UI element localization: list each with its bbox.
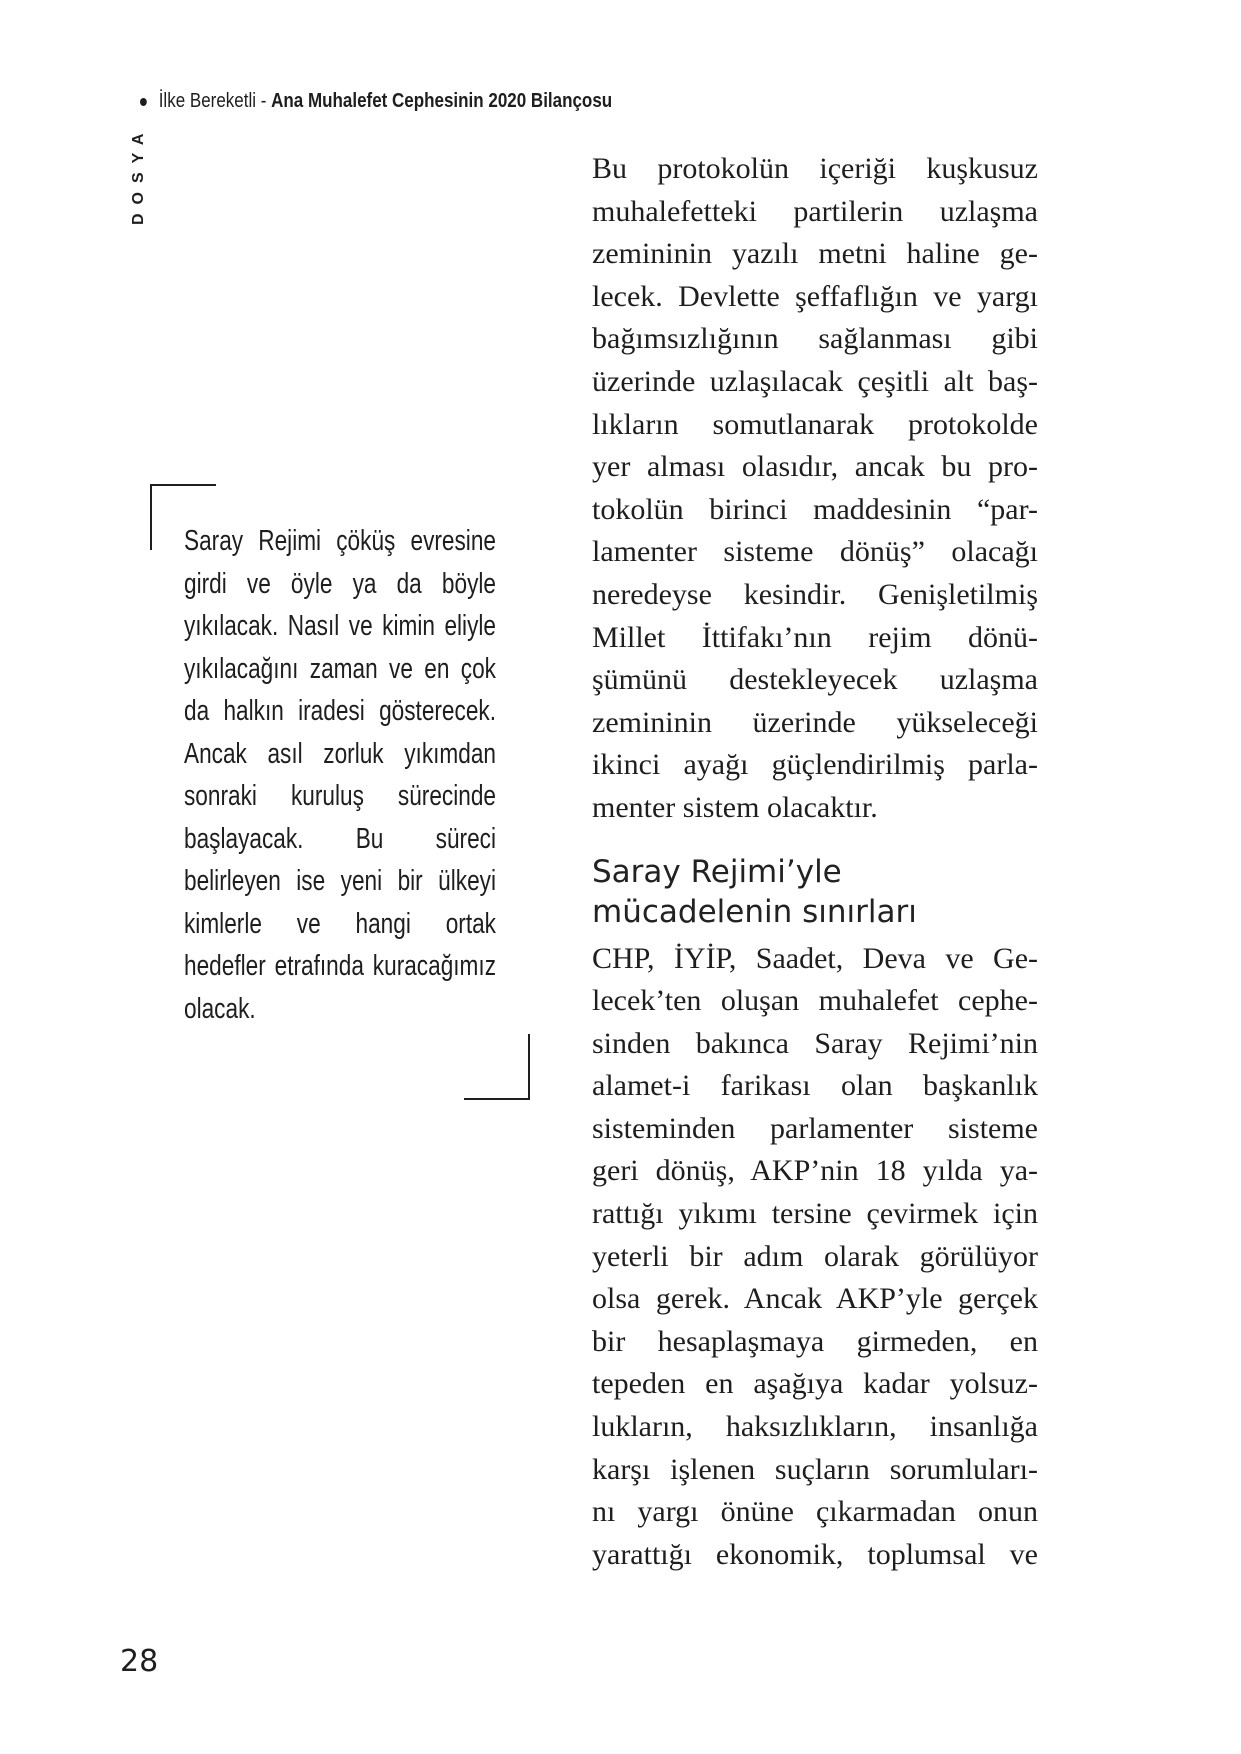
page-number: 28 (120, 1644, 159, 1679)
quote-corner-bottom-right (464, 1098, 530, 1100)
bullet-icon (140, 98, 147, 106)
text-line: olsa gerek. Ancak AKP’yle gerçek (592, 1282, 1038, 1316)
text-line: yer alması olasıdır, ancak bu pro- (592, 450, 1038, 484)
text-line: tepeden en aşağıya kadar yolsuz- (592, 1367, 1038, 1401)
text-line: zemininin yazılı metni haline ge- (592, 237, 1038, 271)
pull-quote-text: Saray Rejimi çöküş evresine girdi ve öyle ya da böyle yıkılacak. Nasıl ve kimin eliyle yıkılacağını zaman ve en çok da halkın iradesi gösterecek. Ancak asıl zorluk yıkımdan sonraki kuruluş sürecinde başlayacak. Bu süreci belirleyen ise yeni bir ülkeyi kimlerle ve hangi ortak hedefler etrafında kuracağımız olacak. (184, 525, 496, 1025)
quote-corner-bottom-right-vertical (528, 1034, 530, 1100)
text-line: neredeyse kesindir. Genişletilmiş (592, 577, 1038, 611)
text-line: nı yargı önüne çıkarmadan onun (592, 1495, 1038, 1529)
text-line: geri dönüş, AKP’nin 18 yılda ya- (592, 1154, 1038, 1188)
text-line: şümünü destekleyecek uzlaşma (592, 663, 1038, 697)
text-line: Bu protokolün içeriği kuşkusuz (592, 152, 1038, 185)
text-line: yarattığı ekonomik, toplumsal ve (592, 1537, 1038, 1571)
quote-corner-top-left (150, 484, 216, 486)
text-line: bir hesaplaşmaya girmeden, en (592, 1324, 1038, 1358)
header-author: İlke Bereketli - (158, 90, 272, 112)
text-line: Millet İttifakı’nın rejim dönü- (592, 620, 1038, 654)
text-line: yeterli bir adım olarak görülüyor (592, 1239, 1038, 1273)
text-line: lıkların somutlanarak protokolde (592, 407, 1038, 441)
text-line: karşı işlenen suçların sorumluları- (592, 1452, 1038, 1486)
section-heading (592, 852, 1038, 932)
text-line: alamet-i farikası olan başkanlık (592, 1069, 1038, 1103)
text-line: lecek. Devlette şeffaflığın ve yargı (592, 279, 1038, 313)
heading-line: mücadelenin sınırları (592, 893, 917, 930)
text-line: lamenter sisteme dönüş” olacağı (592, 535, 1038, 569)
text-line: lecek’ten oluşan muhalefet cephe- (592, 984, 1038, 1018)
body-column (592, 148, 1038, 1576)
text-line: lukların, haksızlıkların, insanlığa (592, 1410, 1038, 1444)
text-line: rattığı yıkımı tersine çevirmek için (592, 1197, 1038, 1231)
text-line: menter sistem olacaktır. (592, 790, 878, 824)
text-line: üzerinde uzlaşılacak çeşitli alt baş- (592, 364, 1038, 398)
paragraph-2 (592, 938, 1038, 1577)
side-label-text: DOSYA (130, 124, 147, 225)
pull-quote (150, 484, 530, 1100)
paragraph-1 (592, 148, 1038, 830)
heading-line: Saray Rejimi’yle (592, 853, 842, 890)
quote-corner-top-left-vertical (150, 484, 152, 550)
running-header (140, 90, 612, 113)
text-line: CHP, İYİP, Saadet, Deva ve Ge- (592, 941, 1038, 975)
header-title: Ana Muhalefet Cephesinin 2020 Bilançosu (271, 90, 613, 112)
text-line: ikinci ayağı güçlendirilmiş parla- (592, 748, 1038, 782)
text-line: zemininin üzerinde yükseleceği (592, 705, 1038, 739)
text-line: sinden bakınca Saray Rejimi’nin (592, 1026, 1038, 1060)
text-line: sisteminden parlamenter sisteme (592, 1111, 1038, 1145)
text-line: muhalefetteki partilerin uzlaşma (592, 194, 1038, 228)
text-line: bağımsızlığının sağlanması gibi (592, 322, 1038, 356)
text-line: tokolün birinci maddesinin “par- (592, 492, 1038, 526)
section-side-label (130, 125, 154, 225)
